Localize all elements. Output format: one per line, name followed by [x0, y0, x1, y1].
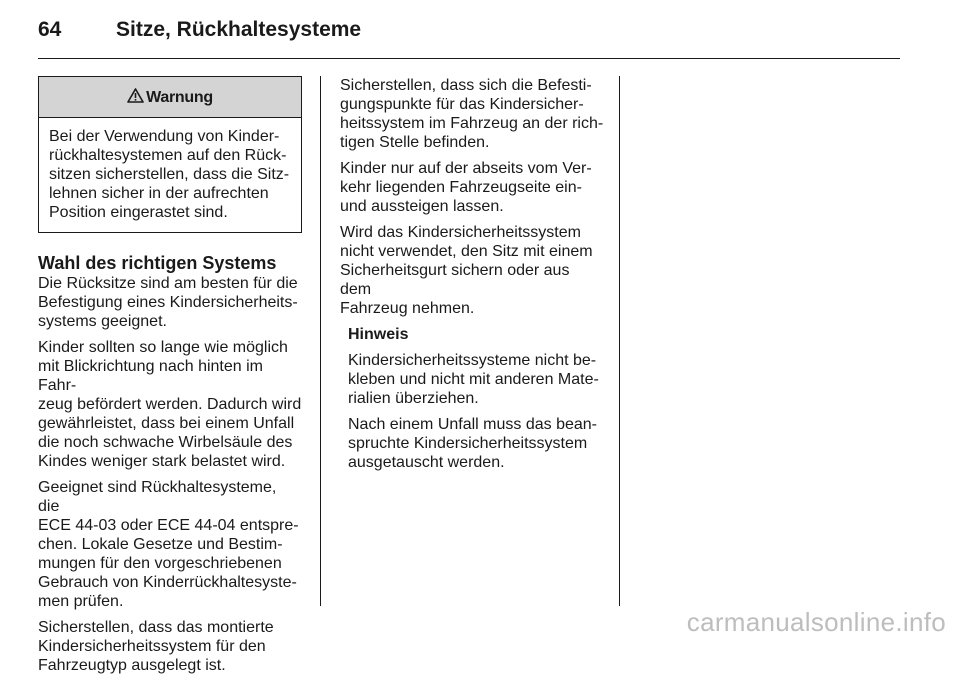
note-paragraph: Nach einem Unfall muss das bean- spruchte Kindersicherheitssystem ausgetauscht werden. — [348, 416, 598, 471]
note-box — [340, 325, 604, 472]
warning-title: Warnung — [146, 88, 213, 106]
warning-header — [39, 77, 301, 118]
paragraph: Sicherstellen, dass das montierte Kindersicherheitssystem für den Fahrzeugtyp ausgelegt ist. — [38, 619, 274, 674]
paragraph: Die Rücksitze sind am besten für die Befestigung eines Kindersicherheits- systems geeignet. — [38, 275, 298, 330]
paragraph: Geeignet sind Rückhaltesysteme, die ECE 44-03 oder ECE 44-04 entspre- chen. Lokale Gesetze und Bestim- mungen für den vorgeschriebenen Gebrauch von Kinderrückhaltesyste- men prüfen. — [38, 479, 299, 610]
warning-text: Bei der Verwendung von Kinder- rückhaltesystemen auf den Rück- sitzen sicherstellen, dass die Sitz- lehnen sicher in der aufrechten Position eingerastet sind. — [49, 128, 290, 221]
watermark: carmanualsonline.info — [686, 607, 946, 637]
page-number: 64 — [38, 18, 62, 41]
section-heading: Wahl des richtigen Systems — [38, 253, 277, 273]
paragraph: Kinder nur auf der abseits vom Ver- kehr liegenden Fahrzeugseite ein- und aussteigen lassen. — [340, 160, 592, 215]
paragraph: Kinder sollten so lange wie möglich mit Blickrichtung nach hinten im Fahr- zeug befördert werden. Dadurch wird gewährleistet, dass bei einem Unfall die noch schwache Wirbelsäule des Kindes weniger stark belastet wird. — [38, 339, 302, 470]
note-title: Hinweis — [348, 326, 409, 343]
section-title: Sitze, Rückhaltesysteme — [116, 18, 362, 41]
warning-box — [38, 76, 302, 233]
paragraph: Sicherstellen, dass sich die Befesti- gungspunkte für das Kindersicher- heitssystem im Fahrzeug an der rich- tigen Stelle befinden. — [340, 77, 604, 151]
left-column — [38, 76, 302, 682]
right-column — [340, 76, 604, 479]
column-divider — [320, 76, 321, 606]
paragraph: Wird das Kindersicherheitssystem nicht verwendet, den Sitz mit einem Sicherheitsgurt sichern oder aus dem Fahrzeug nehmen. — [340, 224, 593, 317]
note-paragraph: Kindersicherheitssysteme nicht be- kleben und nicht mit anderen Mate- rialien überziehen. — [348, 352, 599, 407]
page-header — [38, 18, 900, 60]
header-rule — [38, 58, 900, 59]
warning-triangle-icon — [127, 88, 144, 107]
column-divider — [619, 76, 620, 606]
